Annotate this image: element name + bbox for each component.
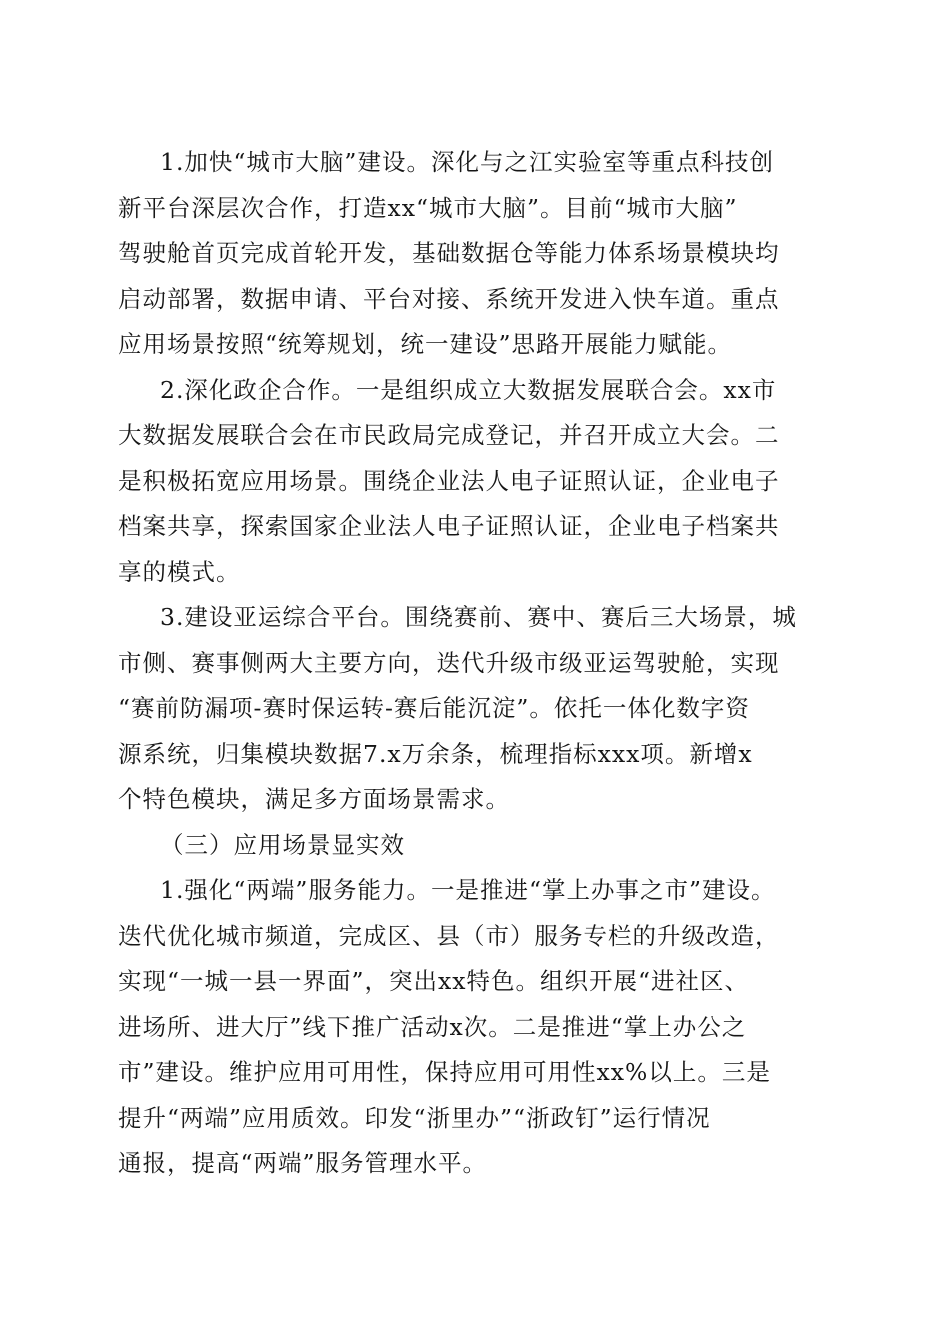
text-line: 迭代优化城市频道，完成区、县（市）服务专栏的升级改造， [118,921,780,950]
text-line: 1.强化“两端”服务能力。一是推进“掌上办事之市”建设。 [160,876,776,904]
text-line: 新平台深层次合作，打造xx“城市大脑”。目前“城市大脑” [118,193,738,222]
text-line: 档案共享，探索国家企业法人电子证照认证，企业电子档案共 [118,512,780,540]
text-line: 驾驶舱首页完成首轮开发，基础数据仓等能力体系场景模块均 [118,239,780,267]
text-line: 应用场景按照“统筹规划，统一建设”思路开展能力赋能。 [118,330,733,358]
paragraph-two-ends [118,868,834,1187]
text-line: 2.深化政企合作。一是组织成立大数据发展联合会。xx市 [160,375,777,404]
text-line: 大数据发展联合会在市民政局完成登记，并召开成立大会。二 [118,421,780,449]
text-line: 进场所、进大厅”线下推广活动x次。二是推进“掌上办公之 [118,1012,747,1041]
text-line: 实现“一城一县一界面”，突出xx特色。组织开展“进社区、 [118,967,750,995]
text-line: 享的模式。 [118,557,241,586]
text-line: 个特色模块，满足多方面场景需求。 [118,785,510,813]
text-line: 通报，提高“两端”服务管理水平。 [118,1149,488,1177]
text-line: 市侧、赛事侧两大主要方向，迭代升级市级亚运驾驶舱，实现 [118,648,780,677]
heading-line: （三）应用场景显实效 [160,830,405,859]
text-line: 是积极拓宽应用场景。围绕企业法人电子证照认证，企业电子 [118,466,780,495]
text-line: 提升“两端”应用质效。印发“浙里办”“浙政钉”运行情况 [118,1103,711,1132]
text-line: “赛前防漏项-赛时保运转-赛后能沉淀”。依托一体化数字资 [118,694,750,722]
paragraph-asian-games [118,595,834,823]
text-line: 市”建设。维护应用可用性，保持应用可用性xx%以上。三是 [118,1058,771,1086]
document-body [118,140,834,1187]
paragraph-city-brain [118,140,834,368]
paragraph-gov-enterprise [118,368,834,596]
text-line: 1.加快“城市大脑”建设。深化与之江实验室等重点科技创 [160,148,774,176]
text-line: 源系统，归集模块数据7.x万余条，梳理指标xxx项。新增x [118,739,753,768]
text-line: 3.建设亚运综合平台。围绕赛前、赛中、赛后三大场景，城 [160,603,797,631]
text-line: 启动部署，数据申请、平台对接、系统开发进入快车道。重点 [118,284,780,313]
section-heading [118,823,834,869]
